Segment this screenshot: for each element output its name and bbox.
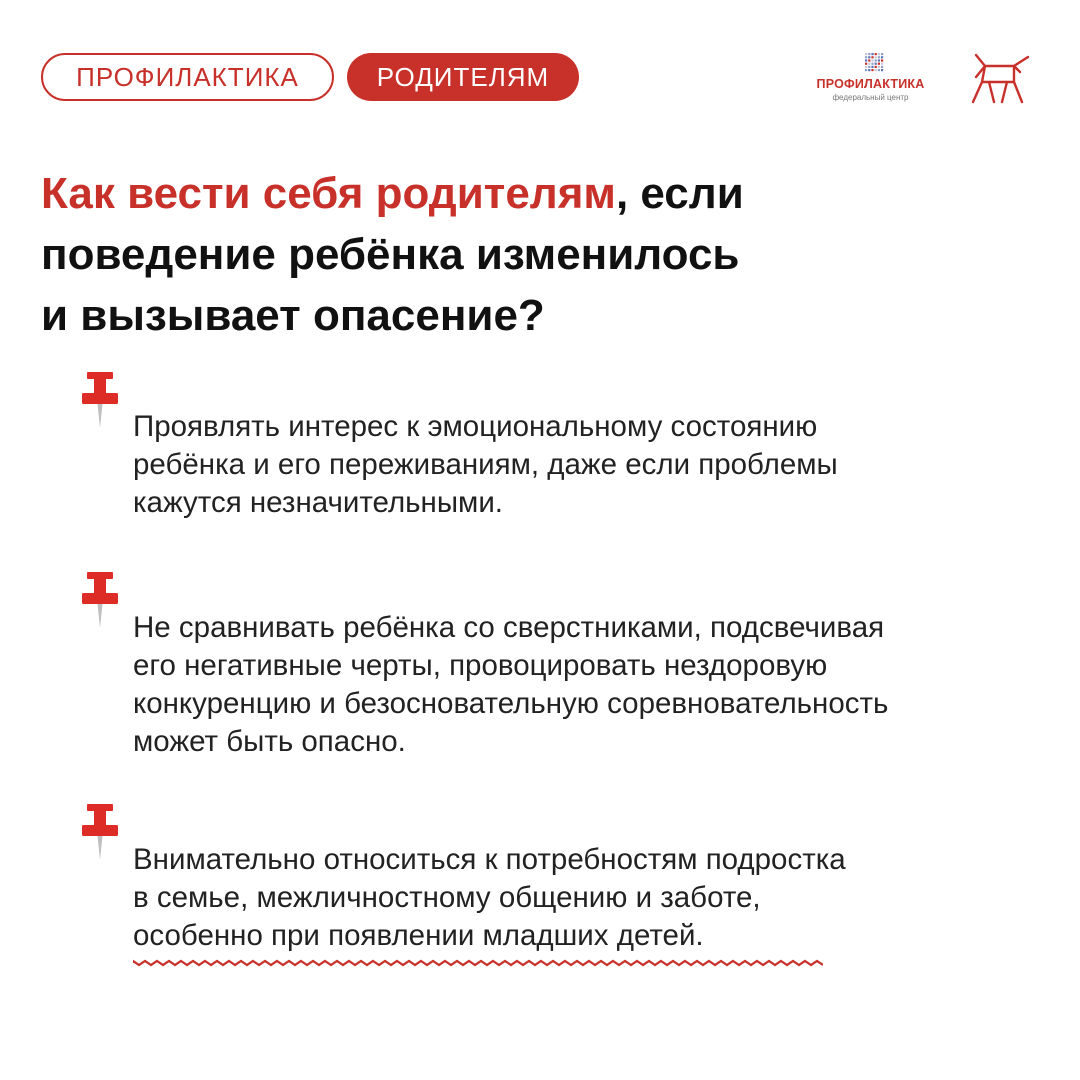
title-line2: поведение ребёнка изменилось xyxy=(41,230,740,279)
item-line: особенно при появлении младших детей. xyxy=(133,919,704,952)
item-line: ребёнка и его переживаниям, даже если проблемы xyxy=(133,448,838,481)
title-highlight: Как вести себя родителям xyxy=(41,169,616,218)
horse-logo-icon xyxy=(970,52,1032,104)
pushpin-icon xyxy=(80,802,120,862)
squiggle-underline xyxy=(133,958,823,968)
pushpin-icon xyxy=(80,570,120,630)
title-line3: и вызывает опасение? xyxy=(41,291,545,340)
list-item xyxy=(133,408,1063,522)
audience-tag: РОДИТЕЛЯМ xyxy=(347,53,579,101)
list-item xyxy=(133,841,1063,955)
logo-name: ПРОФИЛАКТИКА xyxy=(816,77,925,91)
item-line: кажутся незначительными. xyxy=(133,486,503,519)
item-line: Внимательно относиться к потребностям подростка xyxy=(133,843,846,876)
item-line: в семье, межличностному общению и заботе, xyxy=(133,881,761,914)
logo-subtitle: федеральный центр xyxy=(832,93,909,102)
pushpin-icon xyxy=(80,370,120,430)
list-item xyxy=(133,609,1063,761)
item-line: может быть опасно. xyxy=(133,725,406,758)
item-line: Проявлять интерес к эмоциональному состоянию xyxy=(133,410,818,443)
page-title xyxy=(41,163,1031,346)
title-line1-rest: , если xyxy=(615,169,744,218)
item-line: конкуренцию и безосновательную соревновательность xyxy=(133,687,889,720)
profilaktika-logo xyxy=(808,52,933,102)
category-tag: ПРОФИЛАКТИКА xyxy=(41,53,334,101)
item-line: его негативные черты, провоцировать нездоровую xyxy=(133,649,828,682)
logo-grid-icon xyxy=(864,52,884,72)
item-line: Не сравнивать ребёнка со сверстниками, подсвечивая xyxy=(133,611,885,644)
